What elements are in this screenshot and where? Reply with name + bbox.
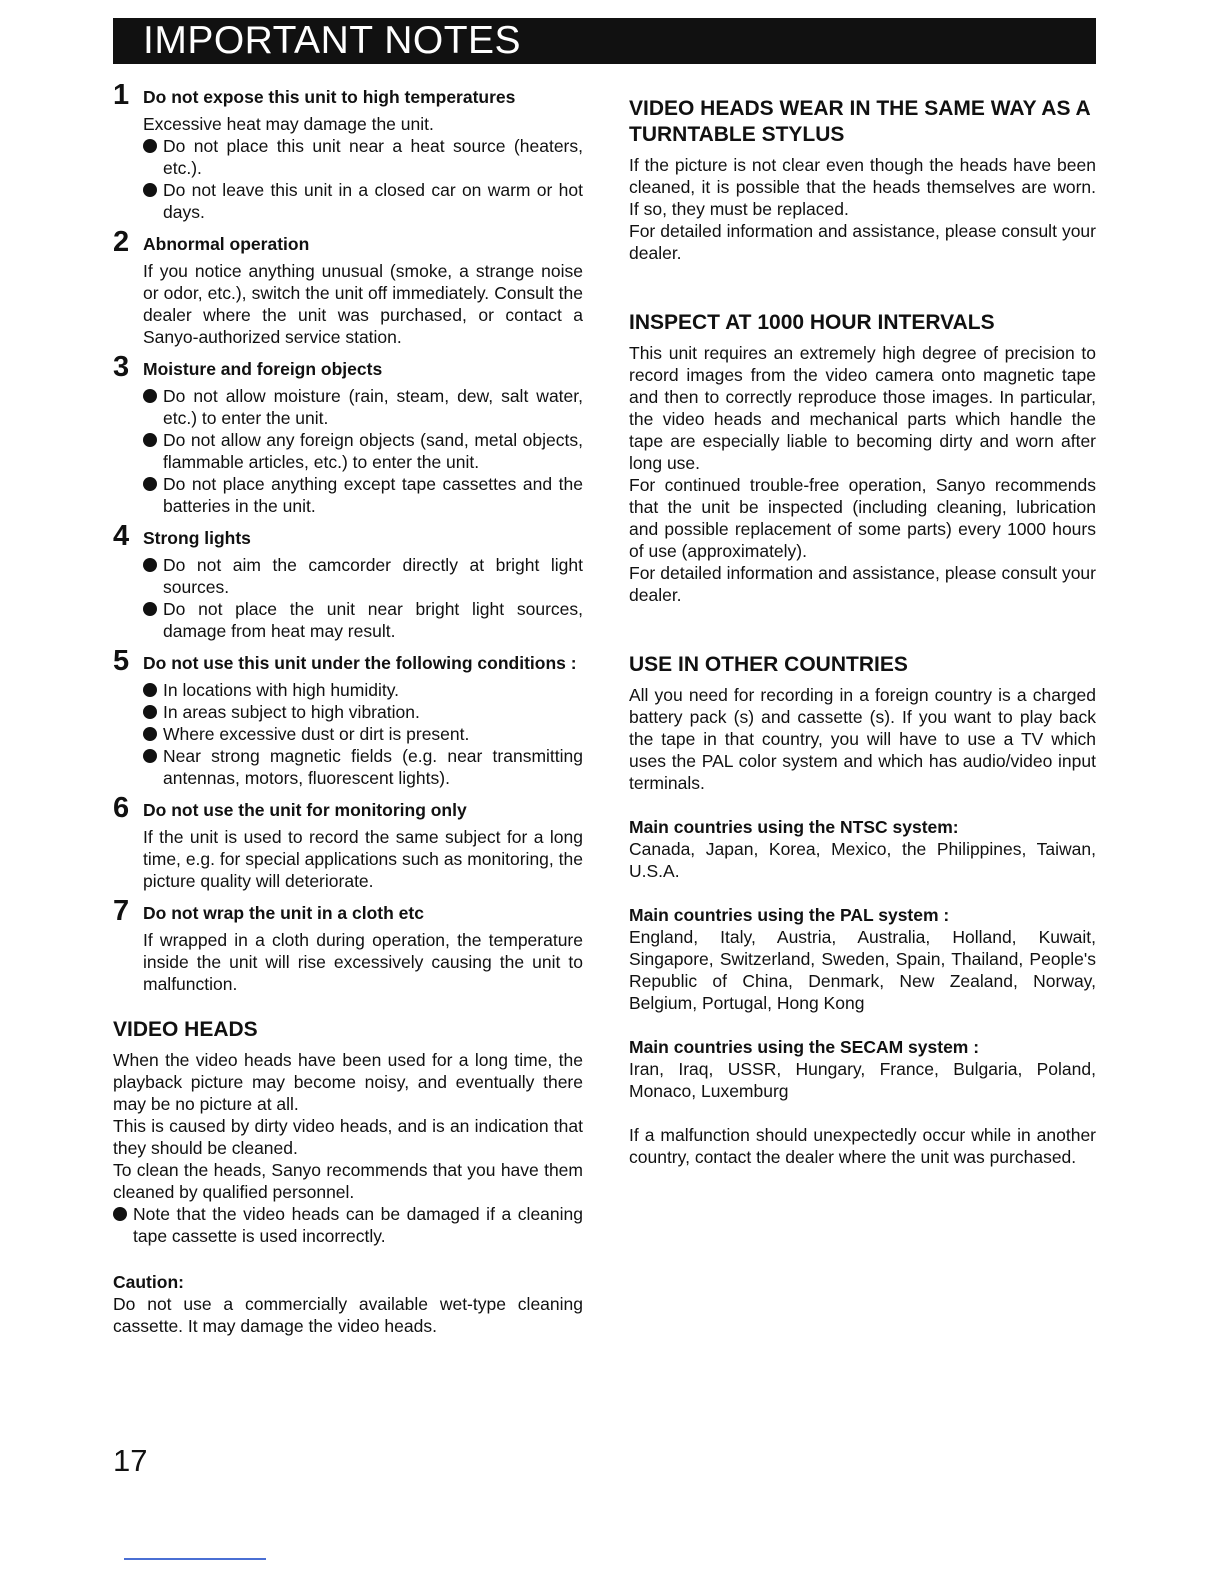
video-heads-section	[113, 1017, 583, 1337]
bullet-item: Do not place this unit near a heat source (heaters, etc.).	[143, 135, 583, 179]
bullet-dot-icon	[113, 1207, 127, 1221]
note-number: 2	[113, 226, 130, 258]
paragraph: This is caused by dirty video heads, and is an indication that they should be cleaned.	[113, 1116, 583, 1158]
note-7	[113, 895, 583, 995]
bullet-dot-icon	[143, 139, 157, 153]
note-number: 3	[113, 351, 130, 383]
right-column	[629, 96, 1096, 1168]
paragraph: All you need for recording in a foreign country is a charged battery pack (s) and cassette (s). If you want to play back the tape in that country, you will have to use a TV which uses the PAL color system and which has audio/video input terminals.	[629, 685, 1096, 793]
wear-section	[629, 96, 1096, 264]
secam-list: Iran, Iraq, USSR, Hungary, France, Bulgaria, Poland, Monaco, Luxemburg	[629, 1059, 1096, 1101]
note-number: 6	[113, 792, 130, 824]
note-6	[113, 792, 583, 892]
caution-text: Do not use a commercially available wet-type cleaning cassette. It may damage the video heads.	[113, 1294, 583, 1336]
note-number: 7	[113, 895, 130, 927]
bullet-dot-icon	[143, 602, 157, 616]
paragraph: This unit requires an extremely high degree of precision to record images from the video camera onto magnetic tape and then to correctly reproduce those images. In particular, the video heads and mechanical parts which handle the tape are especially liable to becoming dirty and worn after long use.	[629, 343, 1096, 473]
bullet-dot-icon	[143, 389, 157, 403]
paragraph: When the video heads have been used for a long time, the playback picture may become noisy, and eventually there may be no picture at all.	[113, 1050, 583, 1114]
note-text: If wrapped in a cloth during operation, the temperature inside the unit will rise excessively causing the unit to malfunction.	[143, 930, 583, 994]
footer-divider	[124, 1558, 266, 1560]
pal-list: England, Italy, Austria, Australia, Holland, Kuwait, Singapore, Switzerland, Sweden, Spain, Thailand, People's Republic of China, Denmark, New Zealand, Norway, Belgium, Portugal, Hong Kong	[629, 927, 1096, 1013]
malfunction-text: If a malfunction should unexpectedly occur while in another country, contact the dealer where the unit was purchased.	[629, 1125, 1096, 1167]
note-4	[113, 520, 583, 642]
bullet-dot-icon	[143, 705, 157, 719]
section-heading: INSPECT AT 1000 HOUR INTERVALS	[629, 311, 995, 334]
note-text: If the unit is used to record the same subject for a long time, e.g. for special applications such as monitoring, the picture quality will deteriorate.	[143, 827, 583, 891]
paragraph: To clean the heads, Sanyo recommends that you have them cleaned by qualified personnel.	[113, 1160, 583, 1202]
bullet-item: Do not allow any foreign objects (sand, metal objects, flammable articles, etc.) to enter the unit.	[143, 429, 583, 473]
bullet-item: Note that the video heads can be damaged if a cleaning tape cassette is used incorrectly.	[113, 1203, 583, 1247]
caution-heading: Caution:	[113, 1272, 184, 1292]
section-heading: USE IN OTHER COUNTRIES	[629, 653, 908, 676]
bullet-item: Near strong magnetic fields (e.g. near transmitting antennas, motors, fluorescent lights).	[143, 745, 583, 789]
countries-section	[629, 652, 1096, 1168]
inspect-section	[629, 310, 1096, 606]
note-number: 5	[113, 645, 130, 677]
paragraph: For detailed information and assistance, please consult your dealer.	[629, 563, 1096, 605]
note-text: Excessive heat may damage the unit.	[143, 114, 434, 134]
bullet-item: In locations with high humidity.	[143, 679, 583, 701]
note-heading: Moisture and foreign objects	[143, 359, 383, 379]
page-number: 17	[113, 1443, 148, 1478]
note-3	[113, 351, 583, 517]
note-heading: Do not wrap the unit in a cloth etc	[143, 903, 424, 923]
bullet-dot-icon	[143, 749, 157, 763]
bullet-item: Do not leave this unit in a closed car on warm or hot days.	[143, 179, 583, 223]
note-text: If you notice anything unusual (smoke, a strange noise or odor, etc.), switch the unit off immediately. Consult the dealer where the unit was purchased, or contact a Sanyo-authorized service station.	[143, 261, 583, 347]
secam-heading: Main countries using the SECAM system :	[629, 1037, 980, 1057]
note-number: 4	[113, 520, 130, 552]
pal-heading: Main countries using the PAL system :	[629, 905, 950, 925]
paragraph: For detailed information and assistance, please consult your dealer.	[629, 221, 1096, 263]
note-heading: Do not use the unit for monitoring only	[143, 800, 467, 820]
note-heading: Abnormal operation	[143, 234, 310, 254]
bullet-item: In areas subject to high vibration.	[143, 701, 583, 723]
bullet-item: Do not aim the camcorder directly at bright light sources.	[143, 554, 583, 598]
bullet-dot-icon	[143, 727, 157, 741]
bullet-dot-icon	[143, 683, 157, 697]
title-bar	[113, 18, 1096, 64]
section-heading: VIDEO HEADS WEAR IN THE SAME WAY AS A TURNTABLE STYLUS	[629, 97, 1090, 146]
bullet-item: Do not allow moisture (rain, steam, dew, salt water, etc.) to enter the unit.	[143, 385, 583, 429]
note-2	[113, 226, 583, 348]
note-1	[113, 79, 583, 223]
note-heading: Strong lights	[143, 528, 251, 548]
bullet-dot-icon	[143, 558, 157, 572]
bullet-item: Do not place anything except tape cassettes and the batteries in the unit.	[143, 473, 583, 517]
note-heading: Do not use this unit under the following conditions :	[143, 653, 577, 673]
ntsc-heading: Main countries using the NTSC system:	[629, 817, 959, 837]
note-number: 1	[113, 79, 130, 111]
note-heading: Do not expose this unit to high temperatures	[143, 87, 516, 107]
note-5	[113, 645, 583, 789]
paragraph: If the picture is not clear even though the heads have been cleaned, it is possible that the heads themselves are worn. If so, they must be replaced.	[629, 155, 1096, 219]
bullet-item: Where excessive dust or dirt is present.	[143, 723, 583, 745]
page-title: IMPORTANT NOTES	[143, 19, 522, 62]
bullet-dot-icon	[143, 477, 157, 491]
left-column	[113, 79, 583, 1337]
ntsc-list: Canada, Japan, Korea, Mexico, the Philippines, Taiwan, U.S.A.	[629, 839, 1096, 881]
paragraph: For continued trouble-free operation, Sanyo recommends that the unit be inspected (including cleaning, lubrication and possible replacement of some parts) every 1000 hours of use (approximately).	[629, 475, 1096, 561]
bullet-item: Do not place the unit near bright light sources, damage from heat may result.	[143, 598, 583, 642]
bullet-dot-icon	[143, 433, 157, 447]
section-heading: VIDEO HEADS	[113, 1018, 258, 1041]
bullet-dot-icon	[143, 183, 157, 197]
